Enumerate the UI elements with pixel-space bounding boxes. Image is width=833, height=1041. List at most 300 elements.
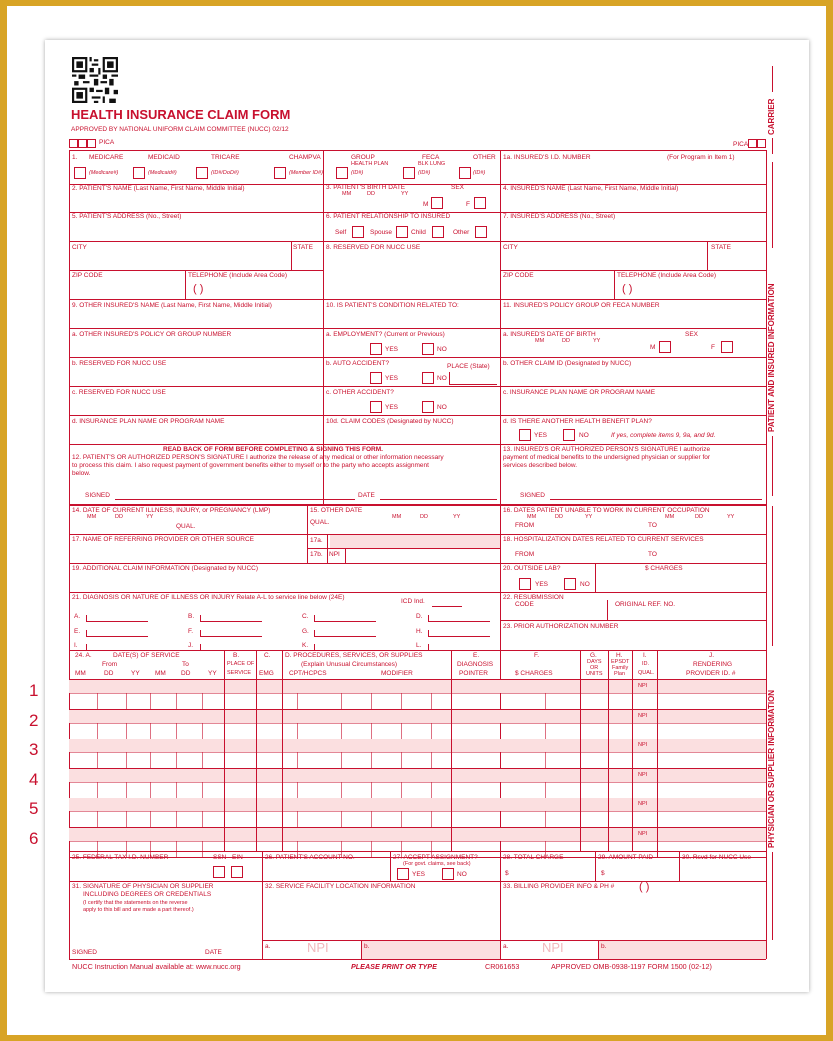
outside-lab-no-checkbox[interactable] bbox=[564, 578, 576, 590]
form-label: MM bbox=[665, 514, 675, 520]
form-rule bbox=[86, 644, 87, 651]
diagnosis-letter: D. bbox=[416, 613, 423, 620]
form-rule bbox=[545, 752, 546, 768]
form-rule bbox=[69, 299, 766, 300]
form-rule bbox=[707, 241, 708, 270]
form-rule bbox=[150, 693, 151, 709]
npi-label: NPI bbox=[638, 712, 648, 719]
form-label: PROVIDER ID. # bbox=[686, 670, 736, 677]
form-rule bbox=[69, 270, 323, 271]
form-label: 18. HOSPITALIZATION DATES RELATED TO CURRENT SERVICES bbox=[503, 536, 704, 543]
other-checkbox[interactable] bbox=[459, 167, 471, 179]
form-label: DD bbox=[181, 670, 191, 677]
form-rule bbox=[126, 811, 127, 827]
form-rule bbox=[361, 940, 362, 959]
form-rule bbox=[401, 811, 402, 827]
form-label: YY bbox=[727, 514, 735, 520]
form-label: YES bbox=[385, 346, 399, 353]
relationship-spouse-checkbox[interactable] bbox=[396, 226, 408, 238]
form-label: 3. PATIENT'S BIRTH DATE bbox=[326, 184, 406, 191]
other-plan-no-checkbox[interactable] bbox=[563, 429, 575, 441]
form-label: RENDERING bbox=[693, 661, 733, 668]
form-rule bbox=[431, 723, 432, 739]
form-label: 6. PATIENT RELATIONSHIP TO INSURED bbox=[326, 213, 451, 220]
form-rule bbox=[371, 782, 372, 798]
diagnosis-field[interactable] bbox=[200, 650, 262, 651]
form-label: INCLUDING DEGREES OR CREDENTIALS bbox=[83, 891, 212, 898]
form-label: 1a. INSURED'S I.D. NUMBER bbox=[503, 154, 591, 161]
pica-left-checkbox[interactable] bbox=[87, 139, 96, 148]
form-label: QUAL. bbox=[638, 670, 655, 676]
champva-checkbox[interactable] bbox=[274, 167, 286, 179]
form-label: SIGNED bbox=[72, 949, 97, 956]
form-label: a. EMPLOYMENT? (Current or Previous) bbox=[326, 331, 445, 338]
insured-sex-m-checkbox[interactable] bbox=[659, 341, 671, 353]
form-label: PLACE (State) bbox=[447, 363, 490, 370]
form-label: MM bbox=[535, 338, 545, 344]
form-rule bbox=[297, 782, 298, 798]
form-label: MM bbox=[155, 670, 166, 677]
diagnosis-letter: L. bbox=[416, 642, 422, 649]
form-label: To bbox=[182, 661, 189, 668]
form-rule bbox=[202, 693, 203, 709]
form-label: STATE bbox=[293, 244, 313, 251]
form-rule bbox=[262, 851, 263, 959]
pica-right-label: PICA bbox=[733, 141, 749, 148]
form-rule bbox=[431, 693, 432, 709]
other-accident-no-checkbox[interactable] bbox=[422, 401, 434, 413]
form-rule bbox=[200, 630, 201, 637]
form-label: b. bbox=[601, 943, 607, 950]
service-line-shaded[interactable] bbox=[69, 739, 766, 752]
form-rule bbox=[69, 415, 766, 416]
form-label: NO bbox=[437, 375, 447, 382]
form-label: ZIP CODE bbox=[503, 272, 534, 279]
side-arrow-line bbox=[772, 436, 773, 496]
form-rule bbox=[428, 630, 429, 637]
form-label: Self bbox=[335, 229, 347, 236]
form-label: 12. PATIENT'S OR AUTHORIZED PERSON'S SIGNATURE I authorize the release of any medical or other information necessary bbox=[72, 454, 444, 461]
form-label: 11. INSURED'S POLICY GROUP OR FECA NUMBER bbox=[503, 302, 660, 309]
form-label: NO bbox=[437, 404, 447, 411]
form-label: SEX bbox=[685, 331, 699, 338]
patient-sex-f-checkbox[interactable] bbox=[474, 197, 486, 209]
diagnosis-field[interactable] bbox=[314, 621, 376, 622]
form-label: B. bbox=[233, 652, 240, 659]
diagnosis-letter: F. bbox=[188, 628, 194, 635]
form-rule bbox=[69, 782, 766, 783]
form-label: QUAL. bbox=[176, 523, 196, 530]
form-label: DD bbox=[555, 514, 563, 520]
form-rule bbox=[341, 752, 342, 768]
form-label: 31. SIGNATURE OF PHYSICIAN OR SUPPLIER bbox=[72, 883, 214, 890]
form-label: MEDICAID bbox=[148, 154, 180, 161]
shaded-field[interactable] bbox=[598, 941, 766, 959]
form-rule bbox=[115, 499, 355, 500]
side-arrow-line bbox=[772, 506, 773, 646]
form-label: CHAMPVA bbox=[289, 154, 321, 161]
form-label: POINTER bbox=[459, 670, 488, 677]
form-label: CODE bbox=[515, 601, 534, 608]
form-label: 9. OTHER INSURED'S NAME (Last Name, First Name, Middle Initial) bbox=[72, 302, 272, 309]
form-label: 23. PRIOR AUTHORIZATION NUMBER bbox=[503, 623, 619, 630]
shaded-field[interactable] bbox=[330, 535, 500, 548]
diagnosis-letter: K. bbox=[302, 642, 309, 649]
service-line-number: 5 bbox=[29, 799, 39, 818]
relationship-child-checkbox[interactable] bbox=[432, 226, 444, 238]
insured-sex-f-checkbox[interactable] bbox=[721, 341, 733, 353]
diagnosis-field[interactable] bbox=[314, 636, 376, 637]
footer-approved: APPROVED OMB-0938-1197 FORM 1500 (02-12) bbox=[551, 962, 712, 971]
form-rule bbox=[545, 782, 546, 798]
form-rule bbox=[401, 723, 402, 739]
diagnosis-field[interactable] bbox=[86, 621, 148, 622]
diagnosis-field[interactable] bbox=[86, 636, 148, 637]
footer-nucc: NUCC Instruction Manual available at: www.nucc.org bbox=[72, 962, 241, 971]
form-label: CITY bbox=[503, 244, 518, 251]
form-rule bbox=[327, 535, 328, 563]
form-label: 5. PATIENT'S ADDRESS (No., Street) bbox=[72, 213, 182, 220]
form-label: ICD Ind. bbox=[401, 598, 425, 605]
form-rule bbox=[297, 752, 298, 768]
form-rule bbox=[500, 620, 766, 621]
service-line-shaded[interactable] bbox=[69, 828, 766, 841]
form-rule bbox=[297, 811, 298, 827]
form-label: (Member ID#) bbox=[289, 170, 323, 176]
carrier-side-label: CARRIER bbox=[767, 98, 776, 135]
form-label: 17b. bbox=[310, 551, 323, 558]
form-label: (ID#) bbox=[418, 170, 431, 176]
form-label: 17a. bbox=[310, 537, 323, 544]
form-label: (Medicaid#) bbox=[148, 170, 177, 176]
form-label: YY bbox=[131, 670, 140, 677]
form-rule bbox=[614, 270, 615, 299]
form-label: 26. PATIENT'S ACCOUNT NO. bbox=[265, 854, 355, 861]
form-label: HEALTH PLAN bbox=[351, 161, 389, 167]
service-line-shaded[interactable] bbox=[69, 769, 766, 782]
form-rule bbox=[314, 644, 315, 651]
form-label: NPI bbox=[307, 940, 329, 955]
form-rule bbox=[202, 782, 203, 798]
form-label: PLACE OF bbox=[227, 661, 255, 667]
form-label: (Medicare#) bbox=[89, 170, 119, 176]
form-label: DD bbox=[104, 670, 114, 677]
diagnosis-field[interactable] bbox=[200, 636, 262, 637]
pica-right-checkbox[interactable] bbox=[757, 139, 766, 148]
form-rule bbox=[401, 752, 402, 768]
form-rule bbox=[598, 940, 599, 959]
form-rule bbox=[449, 384, 497, 385]
form-label: DD bbox=[562, 338, 570, 344]
form-label: 25. FEDERAL TAX I.D. NUMBER bbox=[72, 854, 169, 861]
form-label: EMG bbox=[259, 670, 274, 677]
form-rule bbox=[256, 650, 257, 851]
form-rule bbox=[126, 693, 127, 709]
form-rule bbox=[202, 752, 203, 768]
form-rule bbox=[341, 811, 342, 827]
form-label: YES bbox=[535, 581, 549, 588]
form-label: NPI bbox=[542, 940, 564, 955]
feca-checkbox[interactable] bbox=[403, 167, 415, 179]
form-label: a. bbox=[265, 943, 271, 950]
form-label: OTHER bbox=[473, 154, 496, 161]
form-label: NO bbox=[457, 871, 467, 878]
form-label: 21. DIAGNOSIS OR NATURE OF ILLNESS OR INJURY Relate A-L to service line below (24E) bbox=[72, 594, 345, 601]
form-rule bbox=[176, 811, 177, 827]
form-label: Family bbox=[612, 665, 629, 671]
form-rule bbox=[608, 650, 609, 851]
form-rule bbox=[126, 752, 127, 768]
form-rule bbox=[69, 811, 766, 812]
form-rule bbox=[69, 386, 766, 387]
diagnosis-field[interactable] bbox=[86, 650, 148, 651]
form-label: 29. AMOUNT PAID bbox=[598, 854, 654, 861]
form-label: (For Program in Item 1) bbox=[667, 154, 735, 161]
form-rule bbox=[97, 693, 98, 709]
form-rule bbox=[380, 499, 497, 500]
service-line-number: 2 bbox=[29, 710, 39, 730]
form-rule bbox=[282, 650, 283, 851]
service-line-number: 1 bbox=[29, 681, 39, 700]
form-label: F. bbox=[534, 652, 540, 659]
diagnosis-field[interactable] bbox=[428, 650, 490, 651]
diagnosis-letter: G. bbox=[302, 628, 309, 635]
form-label: DD bbox=[420, 514, 428, 520]
form-label: DD bbox=[115, 514, 123, 520]
employment-yes-checkbox[interactable] bbox=[370, 343, 382, 355]
form-label: c. OTHER ACCIDENT? bbox=[326, 389, 394, 396]
diagnosis-letter: I. bbox=[74, 642, 78, 649]
form-label: $ CHARGES bbox=[515, 670, 553, 677]
form-label: FROM bbox=[515, 551, 535, 558]
shaded-field[interactable] bbox=[361, 941, 500, 959]
form-rule bbox=[69, 693, 766, 694]
relationship-other-checkbox[interactable] bbox=[475, 226, 487, 238]
form-label: MODIFIER bbox=[381, 670, 413, 677]
form-rule bbox=[69, 150, 766, 151]
form-label: 24. A. bbox=[75, 652, 92, 659]
form-label: DD bbox=[695, 514, 703, 520]
other-accident-yes-checkbox[interactable] bbox=[370, 401, 382, 413]
form-rule bbox=[428, 615, 429, 622]
diagnosis-letter: J. bbox=[188, 642, 194, 649]
service-line-number: 3 bbox=[29, 740, 39, 759]
form-label: YY bbox=[208, 670, 217, 677]
form-rule bbox=[307, 548, 500, 549]
form-rule bbox=[428, 644, 429, 651]
form-label: (Explain Unusual Circumstances) bbox=[301, 661, 398, 668]
diagnosis-field[interactable] bbox=[428, 636, 490, 637]
form-rule bbox=[69, 959, 766, 960]
form-label: EPSDT bbox=[611, 659, 630, 665]
relationship-self-checkbox[interactable] bbox=[352, 226, 364, 238]
form-rule bbox=[176, 841, 177, 857]
auto-accident-yes-checkbox[interactable] bbox=[370, 372, 382, 384]
form-label: d. IS THERE ANOTHER HEALTH BENEFIT PLAN? bbox=[503, 418, 652, 425]
ssn-checkbox[interactable] bbox=[213, 866, 225, 878]
form-rule bbox=[307, 506, 308, 563]
form-rule bbox=[86, 615, 87, 622]
form-rule bbox=[69, 241, 766, 242]
form-rule bbox=[545, 811, 546, 827]
form-label: YES bbox=[534, 432, 548, 439]
form-label: DAYS bbox=[587, 659, 602, 665]
form-rule bbox=[595, 851, 596, 881]
form-label: MM bbox=[342, 191, 352, 197]
form-label: b. AUTO ACCIDENT? bbox=[326, 360, 390, 367]
form-label: a. INSURED'S DATE OF BIRTH bbox=[503, 331, 596, 338]
form-rule bbox=[580, 650, 581, 851]
form-label: 32. SERVICE FACILITY LOCATION INFORMATION bbox=[265, 883, 416, 890]
form-label: b. bbox=[364, 943, 370, 950]
form-label: J. bbox=[709, 652, 715, 659]
form-rule bbox=[341, 782, 342, 798]
form-label: $ bbox=[505, 870, 509, 877]
form-rule bbox=[545, 723, 546, 739]
service-line-shaded[interactable] bbox=[69, 710, 766, 723]
ein-checkbox[interactable] bbox=[231, 866, 243, 878]
medicaid-checkbox[interactable] bbox=[133, 167, 145, 179]
form-label: Spouse bbox=[370, 229, 393, 236]
pica-right-checkbox[interactable] bbox=[748, 139, 757, 148]
form-label: DATE(S) OF SERVICE bbox=[113, 652, 180, 659]
form-rule bbox=[69, 357, 766, 358]
accept-no-checkbox[interactable] bbox=[442, 868, 454, 880]
form-rule bbox=[69, 752, 766, 753]
form-rule bbox=[69, 841, 766, 842]
form-label: TRICARE bbox=[211, 154, 240, 161]
accept-yes-checkbox[interactable] bbox=[397, 868, 409, 880]
form-rule bbox=[202, 841, 203, 857]
form-label: 17. NAME OF REFERRING PROVIDER OR OTHER SOURCE bbox=[72, 536, 255, 543]
form-label: ZIP CODE bbox=[72, 272, 103, 279]
pica-left-checkbox[interactable] bbox=[69, 139, 78, 148]
form-label: DIAGNOSIS bbox=[457, 661, 494, 668]
npi-label: NPI bbox=[638, 771, 648, 778]
form-rule bbox=[314, 630, 315, 637]
diagnosis-letter: A. bbox=[74, 613, 81, 620]
other-plan-yes-checkbox[interactable] bbox=[519, 429, 531, 441]
form-label: 13. INSURED'S OR AUTHORIZED PERSON'S SIGNATURE I authorize bbox=[503, 446, 711, 453]
form-rule bbox=[126, 782, 127, 798]
medicare-checkbox[interactable] bbox=[74, 167, 86, 179]
form-label: I. bbox=[643, 652, 647, 659]
group-checkbox[interactable] bbox=[336, 167, 348, 179]
form-label: NO bbox=[579, 432, 589, 439]
employment-no-checkbox[interactable] bbox=[422, 343, 434, 355]
form-label: FROM bbox=[515, 522, 535, 529]
form-rule bbox=[451, 650, 452, 851]
form-rule bbox=[150, 811, 151, 827]
form-rule bbox=[291, 241, 292, 270]
form-label: services described below. bbox=[503, 462, 578, 469]
form-label: DATE bbox=[358, 492, 375, 499]
form-label: 1. bbox=[72, 154, 78, 161]
form-rule bbox=[150, 723, 151, 739]
form-rule bbox=[202, 811, 203, 827]
form-label: READ BACK OF FORM BEFORE COMPLETING & SIGNING THIS FORM. bbox=[163, 446, 383, 453]
form-label: F bbox=[711, 344, 715, 351]
form-rule bbox=[371, 693, 372, 709]
form-rule bbox=[69, 504, 766, 506]
form-label: ORIGINAL REF. NO. bbox=[615, 601, 676, 608]
outside-lab-yes-checkbox[interactable] bbox=[519, 578, 531, 590]
form-label: If yes, complete items 9, 9a, and 9d. bbox=[611, 432, 716, 439]
form-label: MEDICARE bbox=[89, 154, 124, 161]
form-label: ( ) bbox=[193, 283, 204, 295]
form-label: BLK LUNG bbox=[418, 161, 446, 167]
npi-label: NPI bbox=[638, 742, 648, 748]
approved-text: APPROVED BY NATIONAL UNIFORM CLAIM COMMITTEE (NUCC) 02/12 bbox=[71, 126, 289, 133]
pica-left-checkbox[interactable] bbox=[78, 139, 87, 148]
form-label: YES bbox=[412, 871, 426, 878]
form-label: SEX bbox=[451, 184, 465, 191]
form-label: H. bbox=[616, 652, 623, 659]
side-arrow-line bbox=[772, 852, 773, 940]
service-line-shaded[interactable] bbox=[69, 798, 766, 811]
form-label: TO bbox=[648, 522, 657, 529]
form-label: apply to this bill and are made a part thereof.) bbox=[83, 907, 194, 913]
side-arrow-line bbox=[772, 162, 773, 248]
form-label: 22. RESUBMISSION bbox=[503, 594, 564, 601]
tricare-checkbox[interactable] bbox=[196, 167, 208, 179]
diagnosis-field[interactable] bbox=[314, 650, 376, 651]
patient-side-label: PATIENT AND INSURED INFORMATION bbox=[767, 283, 776, 432]
form-label: Plan bbox=[614, 671, 626, 677]
form-rule bbox=[401, 782, 402, 798]
form-label: D. PROCEDURES, SERVICES, OR SUPPLIES bbox=[285, 652, 423, 659]
form-label: 19. ADDITIONAL CLAIM INFORMATION (Designated by NUCC) bbox=[72, 565, 259, 572]
form-label: YES bbox=[385, 375, 399, 382]
form-label: c. RESERVED FOR NUCC USE bbox=[72, 389, 166, 396]
claim-form-sheet bbox=[29, 40, 809, 992]
service-line-shaded[interactable] bbox=[69, 680, 766, 693]
form-rule bbox=[595, 563, 596, 592]
form-label: 27. ACCEPT ASSIGNMENT? bbox=[393, 854, 478, 861]
auto-accident-no-checkbox[interactable] bbox=[422, 372, 434, 384]
form-label: 20. OUTSIDE LAB? bbox=[503, 565, 561, 572]
diagnosis-letter: C. bbox=[302, 613, 309, 620]
form-label: $ bbox=[601, 870, 605, 877]
form-label: 4. INSURED'S NAME (Last Name, First Name, Middle Initial) bbox=[503, 185, 679, 192]
form-rule bbox=[345, 548, 346, 563]
form-rule bbox=[500, 270, 766, 271]
form-rule bbox=[545, 693, 546, 709]
diagnosis-field[interactable] bbox=[428, 621, 490, 622]
form-label: YES bbox=[385, 404, 399, 411]
form-label: YY bbox=[453, 514, 461, 520]
form-rule bbox=[69, 881, 766, 882]
qr-code-icon bbox=[72, 57, 118, 103]
form-rule bbox=[150, 782, 151, 798]
form-label: YY bbox=[401, 191, 409, 197]
form-label: MM bbox=[392, 514, 402, 520]
diagnosis-letter: H. bbox=[416, 628, 423, 635]
patient-sex-m-checkbox[interactable] bbox=[431, 197, 443, 209]
service-line-number: 6 bbox=[29, 828, 39, 848]
form-rule bbox=[69, 851, 766, 852]
form-rule bbox=[86, 630, 87, 637]
form-label: (For govt. claims, see back) bbox=[403, 861, 471, 867]
form-rule bbox=[97, 752, 98, 768]
form-rule bbox=[69, 328, 766, 329]
form-label: FECA bbox=[422, 154, 440, 161]
form-rule bbox=[200, 644, 201, 651]
form-label: d. INSURANCE PLAN NAME OR PROGRAM NAME bbox=[72, 418, 225, 425]
form-rule bbox=[401, 693, 402, 709]
form-label: 10. IS PATIENT'S CONDITION RELATED TO: bbox=[326, 302, 459, 309]
diagnosis-field[interactable] bbox=[200, 621, 262, 622]
